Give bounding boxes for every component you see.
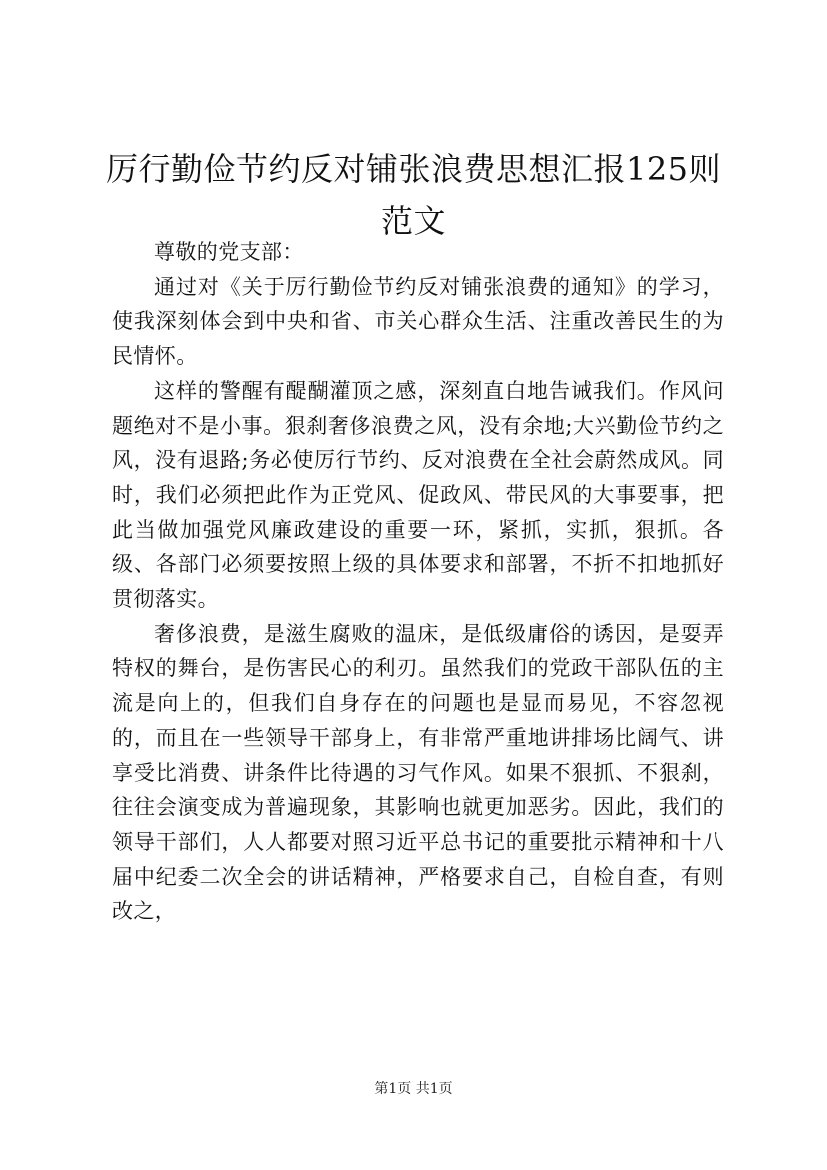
document-title: 厉行勤俭节约反对铺张浪费思想汇报125则范文: [105, 150, 722, 240]
paragraph-3: 奢侈浪费，是滋生腐败的温床，是低级庸俗的诱因，是耍弄特权的舞台，是伤害民心的利刃。虽然我们的党政干部队伍的主流是向上的，但我们自身存在的问题也是显而易见，不容忽视的，而且在一些领导干部身上，有非常严重地讲排场比阔气、讲享受比消费、讲条件比待遇的习气作风。如果不狠抓、不狠刹，往往会演变成为普遍现象，其影响也就更加恶劣。因此，我们的领导干部们，人人都要对照习近平总书记的重要批示精神和十八届中纪委二次全会的讲话精神，严格要求自己，自检自查，有则改之，: [112, 621, 724, 924]
paragraph-1: 通过对《关于厉行勤俭节约反对铺张浪费的通知》的学习，使我深刻体会到中央和省、市关心群众生活、注重改善民生的为民情怀。: [112, 274, 724, 369]
page-footer: 第1页 共1页: [374, 1081, 453, 1097]
document-body: [112, 235, 724, 929]
salutation: 尊敬的党支部：: [154, 240, 304, 264]
paragraph-2: 这样的警醒有醍醐灌顶之感，深刻直白地告诫我们。作风问题绝对不是小事。狠刹奢侈浪费之风，没有余地;大兴勤俭节约之风，没有退路;务必使厉行节约、反对浪费在全社会蔚然成风。同时，我们必须把此作为正党风、促政风、带民风的大事要事，把此当做加强党风廉政建设的重要一环，紧抓，实抓，狠抓。各级、各部门必须要按照上级的具体要求和部署，不折不扣地抓好贯彻落实。: [112, 378, 724, 612]
